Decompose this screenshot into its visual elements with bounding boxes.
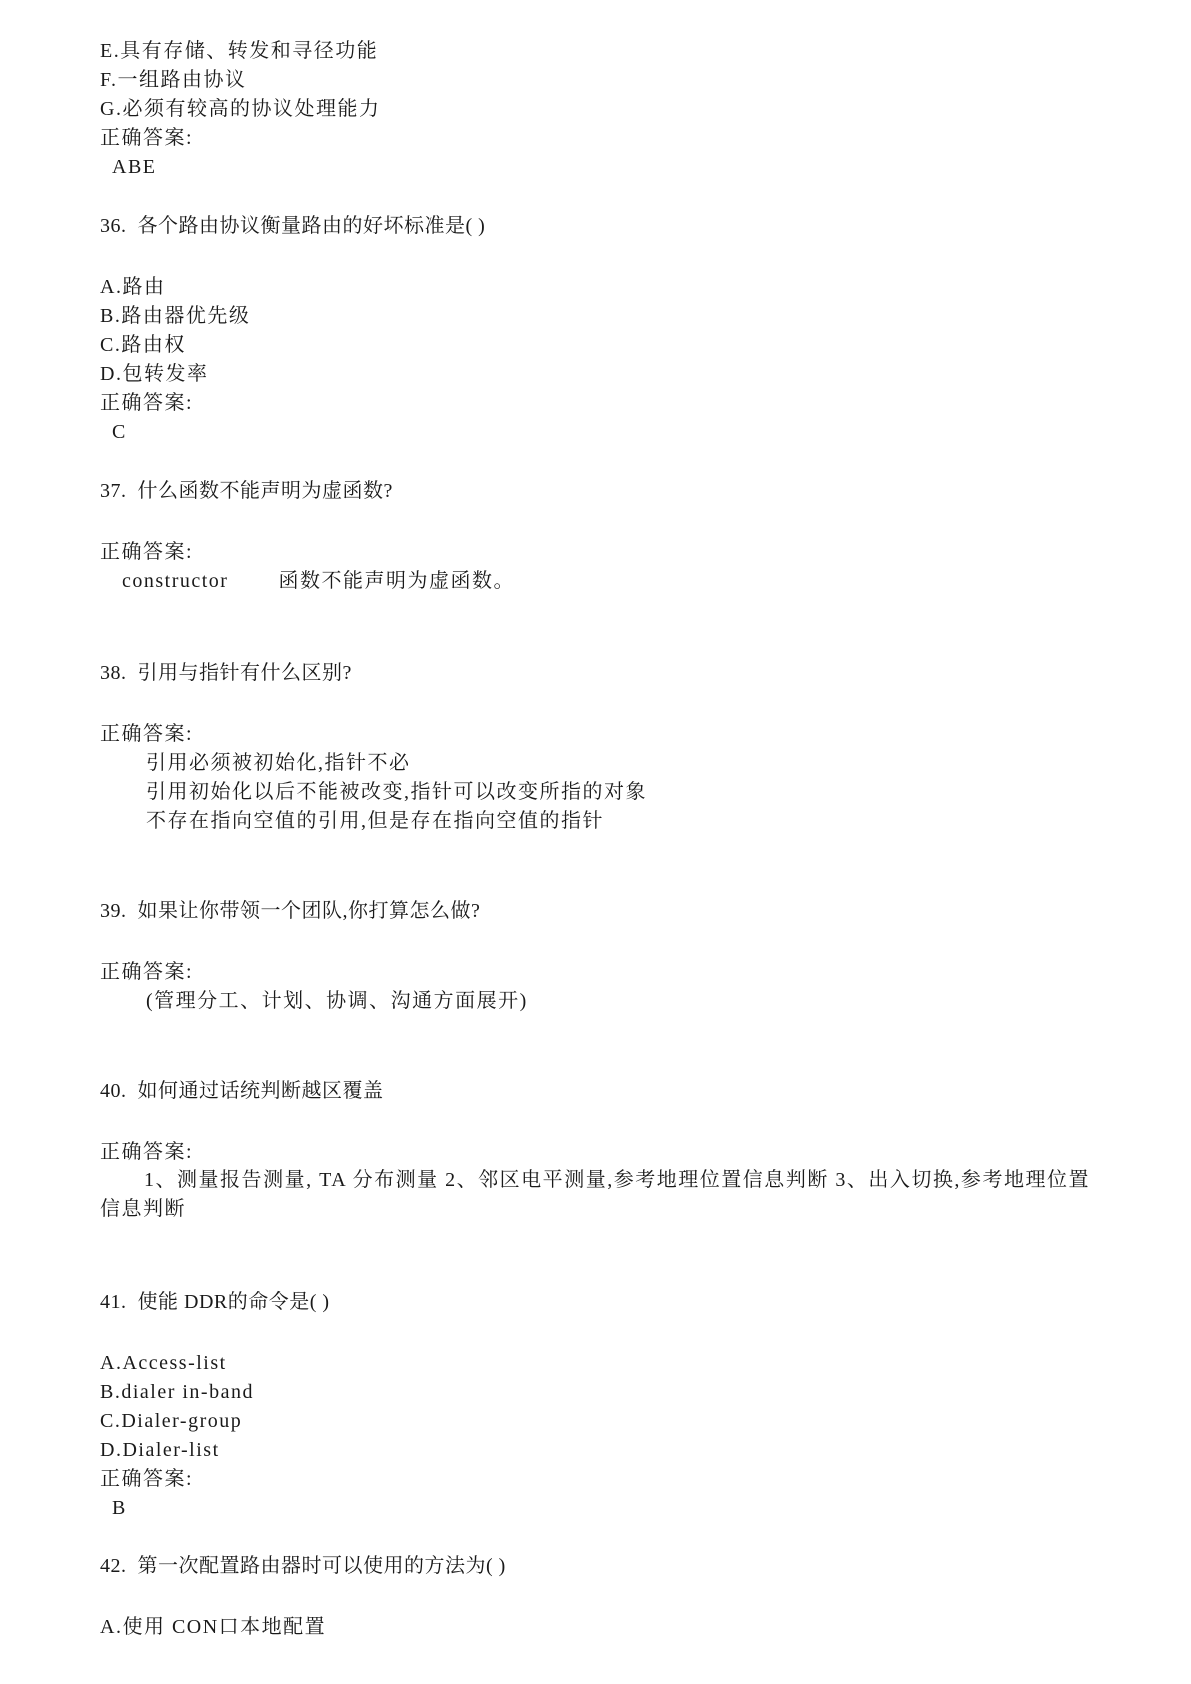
- option-b: B.路由器优先级: [100, 305, 251, 327]
- answer-label: 正确答案:: [100, 541, 194, 563]
- question-41: 41. 使能 DDR的命令是( ): [100, 1291, 330, 1313]
- answer-value: C: [112, 421, 127, 443]
- answer-value: ABE: [112, 156, 157, 178]
- answer-label: 正确答案:: [100, 1141, 194, 1163]
- option-c: C.Dialer-group: [100, 1410, 243, 1432]
- answer-value: [122, 568, 515, 594]
- option-d: D.Dialer-list: [100, 1439, 220, 1461]
- answer-line: 引用必须被初始化,指针不必: [146, 752, 411, 774]
- option-b: B.dialer in-band: [100, 1381, 254, 1403]
- option-f: F.一组路由协议: [100, 69, 247, 91]
- answer-label: 正确答案:: [100, 127, 194, 149]
- answer-label: 正确答案:: [100, 961, 194, 983]
- answer-text: 函数不能声明为虚函数。: [278, 570, 515, 592]
- answer-label: 正确答案:: [100, 392, 194, 414]
- answer-value: 1、测量报告测量, TA 分布测量 2、邻区电平测量,参考地理位置信息判断 3、出入切换,参考地理位置信息判断: [100, 1169, 1090, 1220]
- question-37: 37. 什么函数不能声明为虚函数?: [100, 480, 393, 502]
- answer-value: B: [112, 1497, 127, 1519]
- option-e: E.具有存储、转发和寻径功能: [100, 40, 379, 62]
- question-38: 38. 引用与指针有什么区别?: [100, 662, 352, 684]
- answer-label: 正确答案:: [100, 1468, 194, 1490]
- answer-value: (管理分工、计划、协调、沟通方面展开): [146, 990, 528, 1012]
- answer-line: 引用初始化以后不能被改变,指针可以改变所指的对象: [146, 781, 647, 803]
- question-39: 39. 如果让你带领一个团队,你打算怎么做?: [100, 900, 481, 922]
- answer-term: constructor: [122, 570, 229, 592]
- option-c: C.路由权: [100, 334, 186, 356]
- option-d: D.包转发率: [100, 363, 209, 385]
- option-a: A.使用 CON口本地配置: [100, 1616, 327, 1638]
- option-g: G.必须有较高的协议处理能力: [100, 98, 381, 120]
- answer-label: 正确答案:: [100, 723, 194, 745]
- question-36: 36. 各个路由协议衡量路由的好坏标准是( ): [100, 215, 486, 237]
- option-a: A.路由: [100, 276, 166, 298]
- answer-line: 不存在指向空值的引用,但是存在指向空值的指针: [146, 810, 604, 832]
- question-42: 42. 第一次配置路由器时可以使用的方法为( ): [100, 1555, 506, 1577]
- question-40: 40. 如何通过话统判断越区覆盖: [100, 1080, 384, 1102]
- option-a: A.Access-list: [100, 1352, 227, 1374]
